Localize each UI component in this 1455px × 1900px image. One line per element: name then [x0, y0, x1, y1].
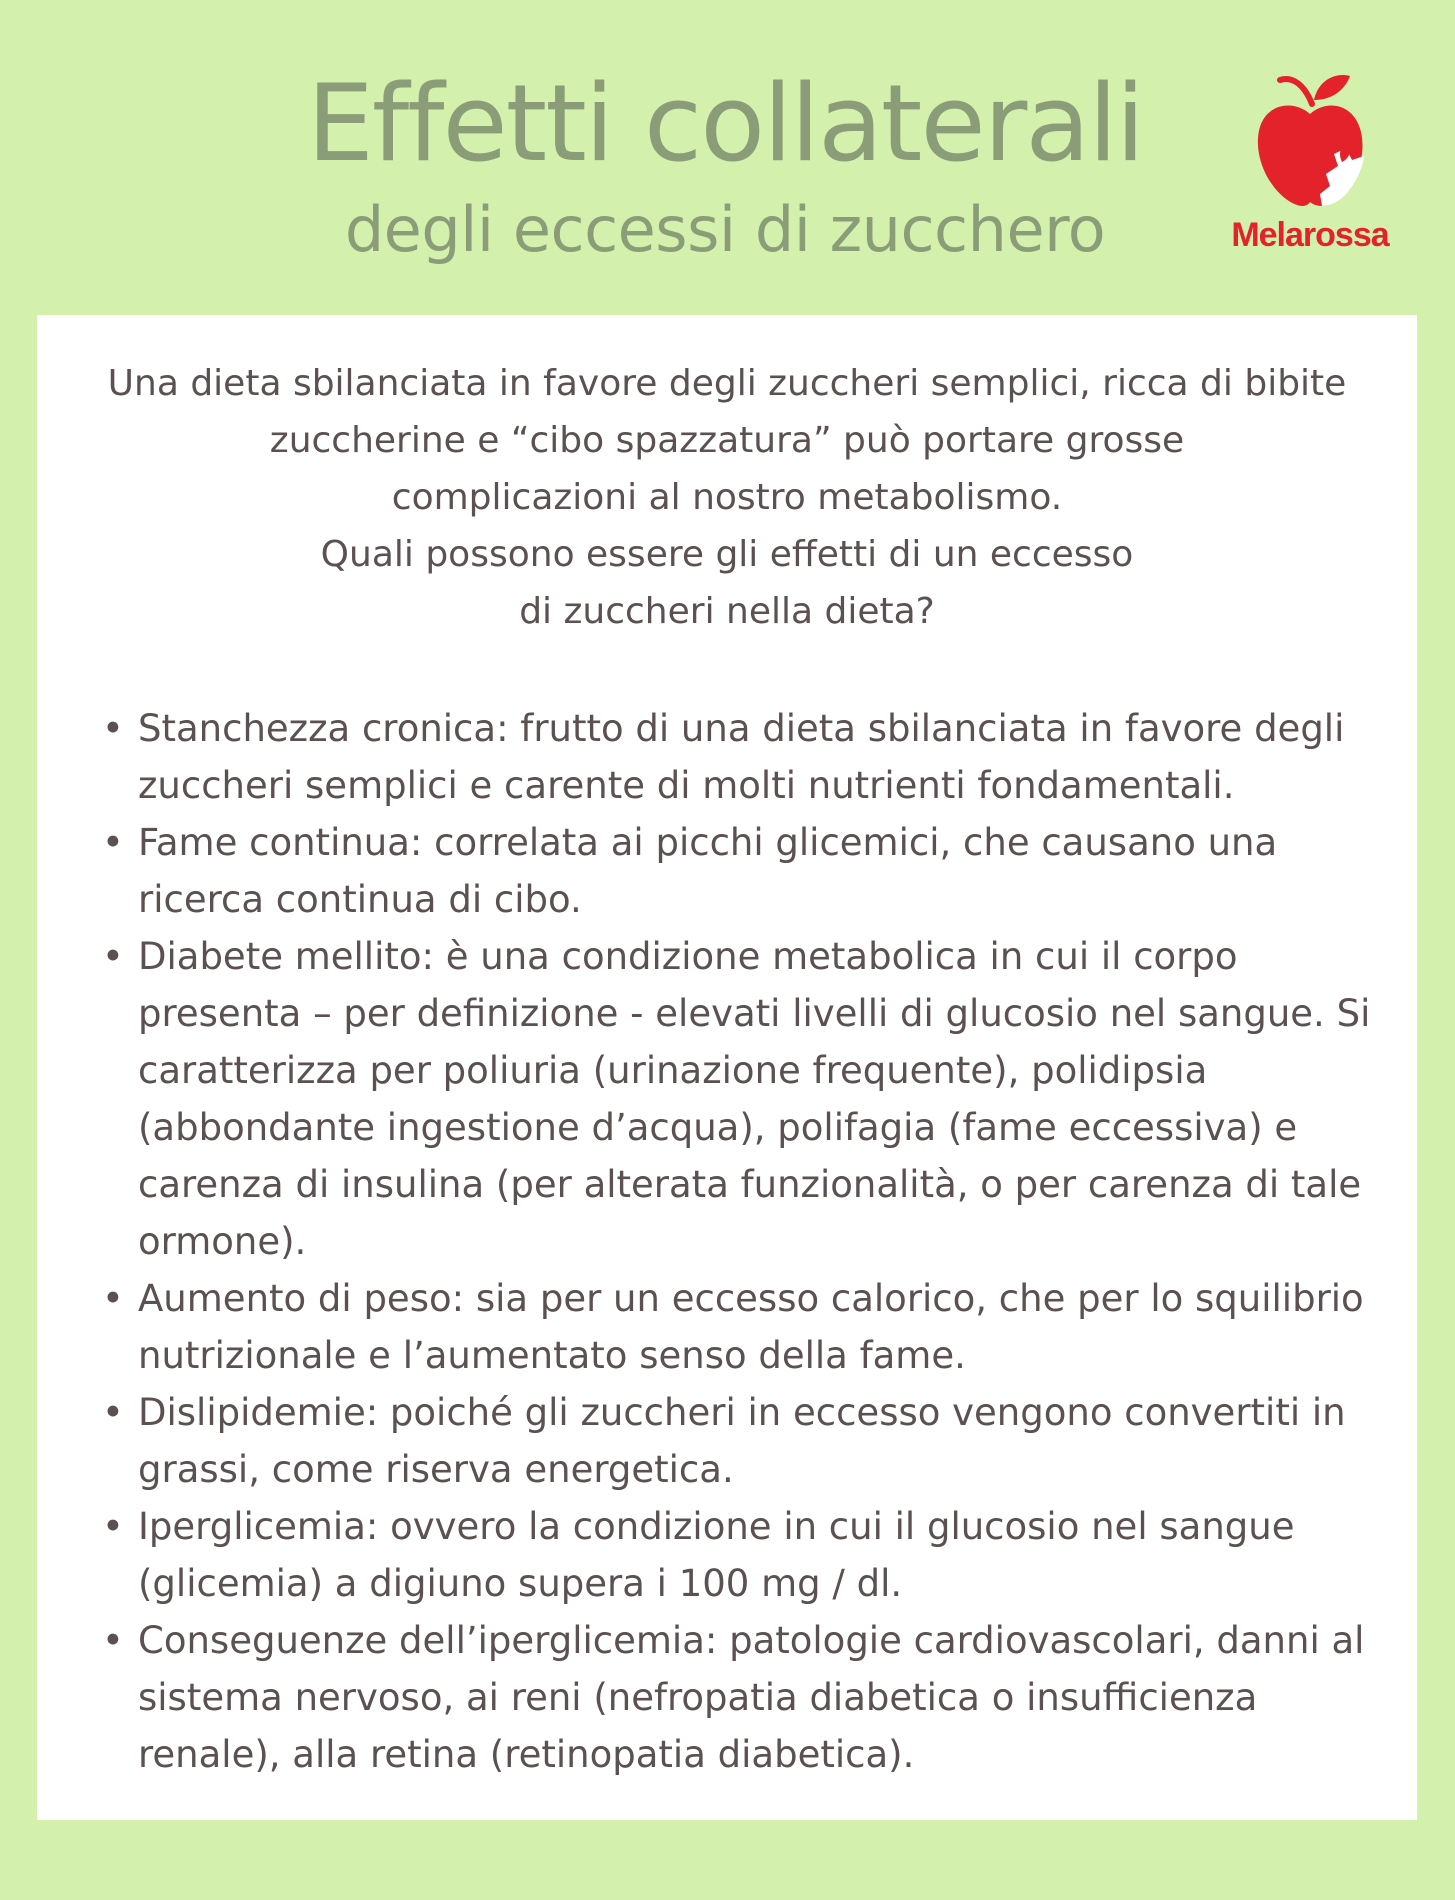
bullet-icon: •: [102, 1391, 124, 1434]
intro-line: Una dieta sbilanciata in favore degli zuccheri semplici, ricca di bibite: [107, 363, 1347, 404]
brand-logo: [1215, 70, 1405, 260]
bullet-icon: •: [102, 1505, 124, 1548]
apple-icon: [1252, 70, 1368, 210]
list-item: [102, 1498, 1372, 1612]
intro-line: complicazioni al nostro metabolismo.: [391, 477, 1063, 518]
bullet-icon: •: [102, 1619, 124, 1662]
page-subtitle: degli eccessi di zucchero: [344, 193, 1106, 266]
bullet-icon: •: [102, 1277, 124, 1320]
intro-line: Quali possono essere gli effetti di un eccesso: [320, 534, 1134, 575]
intro-text: [37, 355, 1417, 640]
list-item: [102, 928, 1372, 1270]
bullet-icon: •: [102, 935, 124, 978]
content-card: [37, 315, 1417, 1820]
list-item-text: Conseguenze dell’iperglicemia: patologie cardiovascolari, danni al sistema nervoso, ai reni (nefropatia diabetica o insufficienza renale), alla retina (retinopatia diabetica).: [138, 1619, 1365, 1776]
list-item: [102, 814, 1372, 928]
intro-line: di zuccheri nella dieta?: [519, 591, 935, 632]
brand-name: Melarossa: [1231, 216, 1389, 254]
list-item-text: Stanchezza cronica: frutto di una dieta sbilanciata in favore degli zuccheri semplici e carente di molti nutrienti fondamentali.: [138, 707, 1345, 807]
header: [0, 0, 1455, 300]
effects-list: [102, 700, 1372, 1783]
list-item-text: Iperglicemia: ovvero la condizione in cui il glucosio nel sangue (glicemia) a digiuno supera i 100 mg / dl.: [138, 1505, 1295, 1605]
list-item: [102, 1384, 1372, 1498]
list-item: [102, 1270, 1372, 1384]
page-title: Effetti collaterali: [306, 62, 1144, 185]
intro-line: zuccherine e “cibo spazzatura” può portare grosse: [269, 420, 1185, 461]
list-item: [102, 1612, 1372, 1783]
list-item-text: Aumento di peso: sia per un eccesso calorico, che per lo squilibrio nutrizionale e l’aumentato senso della fame.: [138, 1277, 1364, 1377]
list-item-text: Diabete mellito: è una condizione metabolica in cui il corpo presenta – per definizione - elevati livelli di glucosio nel sangue. Si caratterizza per poliuria (urinazione frequente), polidipsia (abbondante ingestione d’acqua), polifagia (fame eccessiva) e carenza di insulina (per alterata funzionalità, o per carenza di tale ormone).: [138, 935, 1371, 1263]
bullet-icon: •: [102, 707, 124, 750]
list-item-text: Dislipidemie: poiché gli zuccheri in eccesso vengono convertiti in grassi, come riserva energetica.: [138, 1391, 1346, 1491]
bullet-icon: •: [102, 821, 124, 864]
list-item-text: Fame continua: correlata ai picchi glicemici, che causano una ricerca continua di cibo.: [138, 821, 1278, 921]
list-item: [102, 700, 1372, 814]
